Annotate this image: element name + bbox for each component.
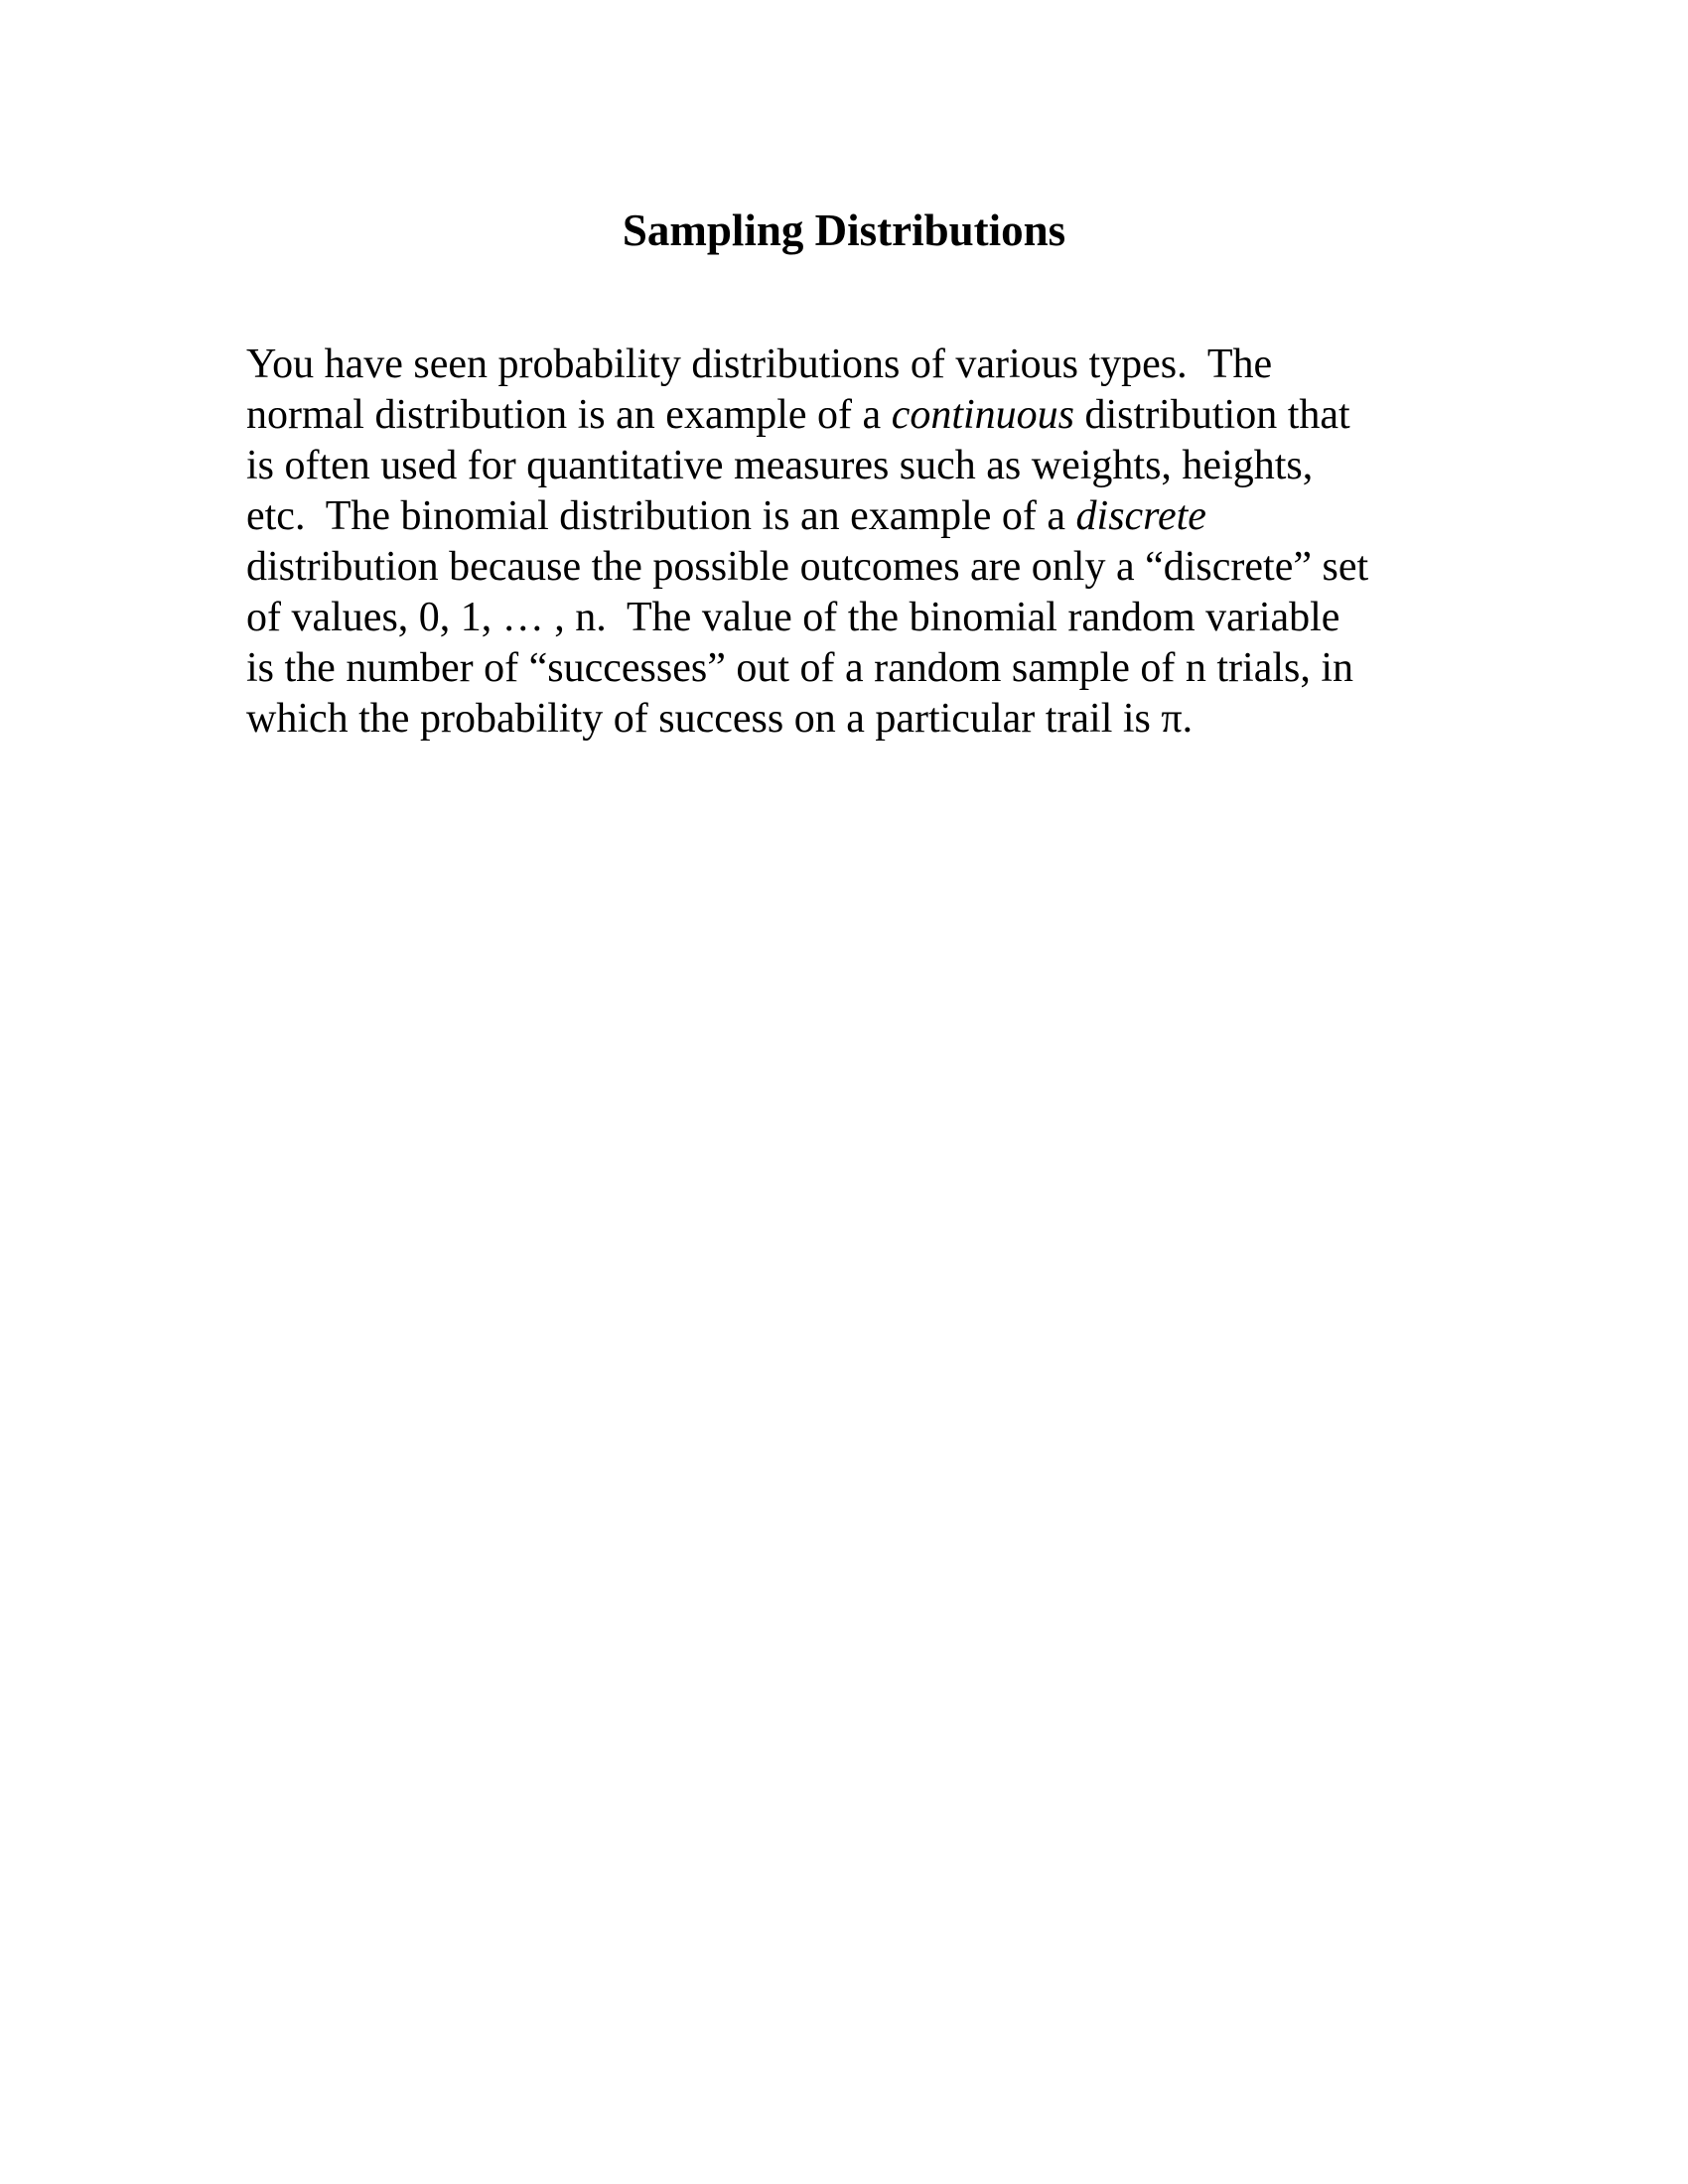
paragraph-line-2 <box>246 390 1458 441</box>
paragraph-text: etc. The binomial distribution is an example of a <box>246 493 1076 539</box>
paragraph-line-5: distribution because the possible outcomes are only a “discrete” set <box>246 544 1369 590</box>
body-paragraph <box>246 340 1458 745</box>
paragraph-text: normal distribution is an example of a <box>246 392 892 438</box>
paragraph-line-7: is the number of “successes” out of a random sample of n trials, in <box>246 645 1354 691</box>
page-title: Sampling Distributions <box>622 205 1066 255</box>
emphasis-continuous: continuous <box>891 392 1075 438</box>
paragraph-line-4 <box>246 491 1458 542</box>
paragraph-line-6: of values, 0, 1, … , n. The value of the binomial random variable <box>246 595 1340 640</box>
paragraph-line-8: which the probability of success on a particular trail is π. <box>246 696 1194 742</box>
paragraph-line-1: You have seen probability distributions of various types. The <box>246 341 1273 387</box>
paragraph-line-3: is often used for quantitative measures such as weights, heights, <box>246 443 1314 488</box>
emphasis-discrete: discrete <box>1075 493 1206 539</box>
paragraph-text: distribution that <box>1074 392 1350 438</box>
